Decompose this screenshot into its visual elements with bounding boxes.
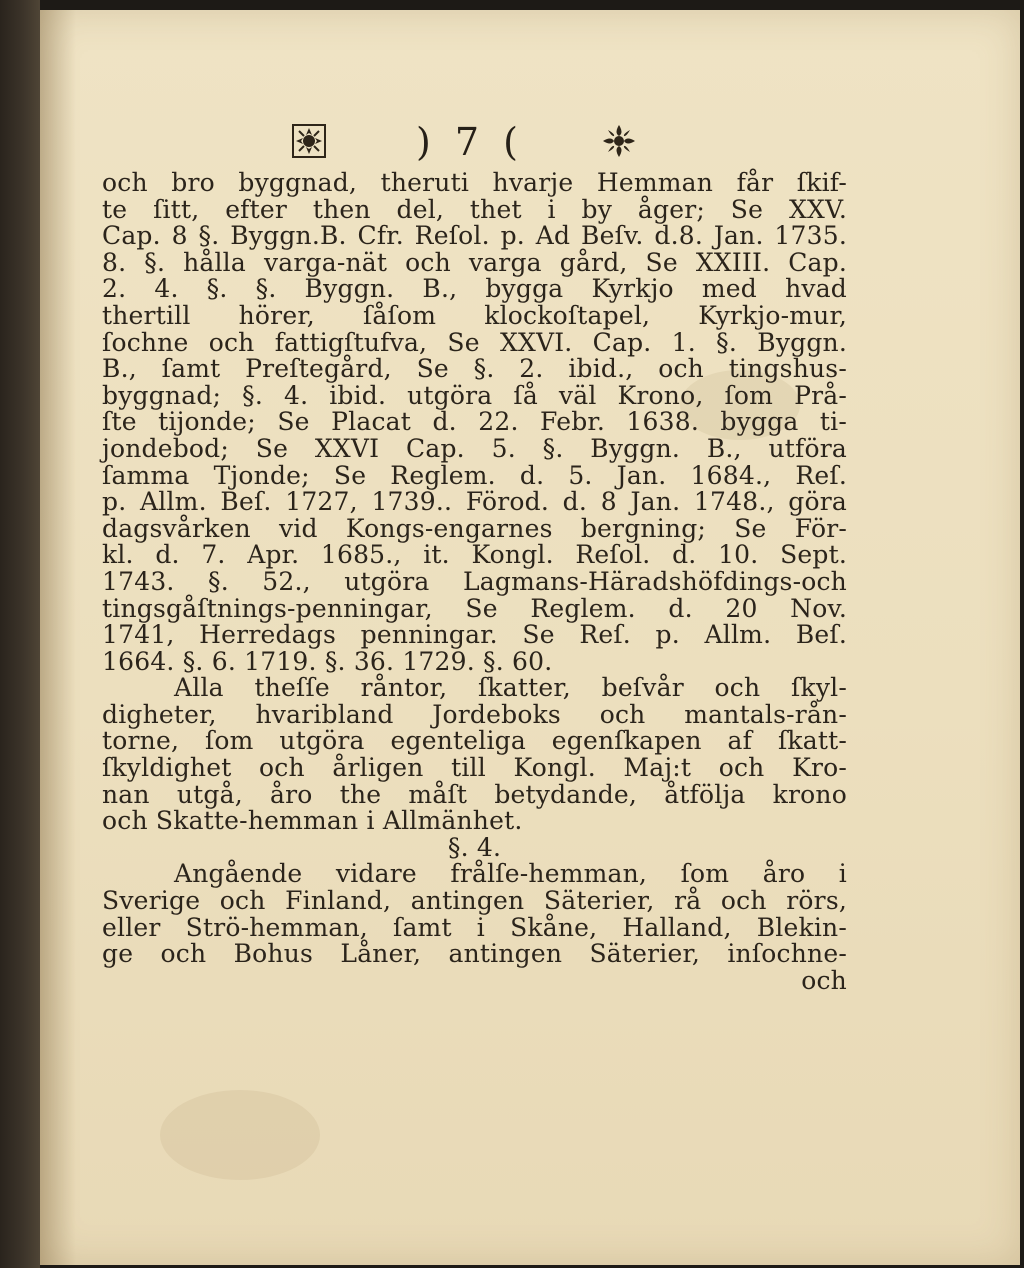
text-line: ſkyldighet och årligen till Kongl. Maj:t och Kro- — [102, 753, 847, 783]
text-line: 8. §. hålla varga-nät och varga gård, Se XXIII. Cap. — [102, 247, 847, 277]
text-line: Sverige och Finland, antingen Säterier, rå och rörs, — [102, 886, 847, 916]
text-line: och bro byggnad, theruti hvarje Hemman får ſkif- — [102, 168, 847, 197]
paragraph-start-line: Angående vidare frålſe-hemman, ſom åro i — [174, 859, 847, 889]
text-line: jondebod; Se XXVI Cap. 5. §. Byggn. B., utföra — [102, 433, 847, 463]
text-line: och Skatte-hemman i Allmänhet. — [102, 806, 523, 836]
flower-ornament-icon — [290, 122, 328, 160]
text-line: B., ſamt Preſtegård, Se §. 2. ibid., och tingshus- — [102, 354, 847, 384]
text-line: 1743. §. 52., utgöra Lagmans-Häradshöfdings-och — [102, 566, 847, 596]
page-number: ) 7 ( — [416, 120, 524, 164]
text-line: ge och Bohus Låner, antingen Säterier, inſochne- — [102, 939, 847, 969]
text-line: te ſitt, efter then del, thet i by åger; Se XXV. — [102, 194, 847, 224]
book-binding-edge — [0, 0, 40, 1268]
book-page — [40, 10, 1020, 1265]
text-line: 1741, Herredags penningar. Se Reſ. p. Allm. Beſ. — [102, 620, 847, 650]
section-heading: §. 4. — [447, 832, 502, 862]
text-line: eller Strö-hemman, ſamt i Skåne, Halland, Blekin- — [102, 912, 847, 942]
text-line: digheter, hvaribland Jordeboks och mantals-rån- — [102, 699, 847, 729]
catchword: och — [801, 965, 847, 995]
text-line: kl. d. 7. Apr. 1685., it. Kongl. Reſol. d. 10. Sept. — [102, 540, 847, 570]
paper-stain — [160, 1090, 320, 1180]
flower-ornament-icon — [600, 122, 638, 160]
body-text — [102, 170, 847, 994]
text-line: nan utgå, åro the måſt betydande, åtfölja krono — [102, 779, 847, 809]
text-line: ſochne och fattigſtufva, Se XXVI. Cap. 1. §. Byggn. — [102, 327, 847, 357]
text-line: ſamma Tjonde; Se Reglem. d. 5. Jan. 1684., Reſ. — [102, 460, 847, 490]
paragraph-start-line: Alla theſſe råntor, ſkatter, beſvår och ſkyl- — [174, 673, 847, 703]
text-line: ſte tijonde; Se Placat d. 22. Febr. 1638. bygga ti- — [102, 407, 847, 437]
text-line: 2. 4. §. §. Byggn. B., bygga Kyrkjo med hvad — [102, 274, 847, 304]
text-line: dagsvårken vid Kongs-engarnes bergning; Se För- — [102, 513, 847, 543]
text-line: tingsgåſtnings-penningar, Se Reglem. d. 20 Nov. — [102, 593, 847, 623]
text-line: torne, ſom utgöra egenteliga egenſkapen af ſkatt- — [102, 726, 847, 756]
text-line: byggnad; §. 4. ibid. utgöra ſå väl Krono, ſom Prå- — [102, 380, 847, 410]
text-line: p. Allm. Beſ. 1727, 1739.. Förod. d. 8 Jan. 1748., göra — [102, 487, 847, 517]
text-line: thertill hörer, ſåſom klockoſtapel, Kyrkjo-mur, — [102, 300, 847, 330]
text-line: 1664. §. 6. 1719. §. 36. 1729. §. 60. — [102, 646, 553, 676]
text-line: Cap. 8 §. Byggn.B. Cfr. Reſol. p. Ad Beſv. d.8. Jan. 1735. — [102, 221, 847, 251]
page-header — [290, 118, 650, 166]
page-gutter-shadow — [40, 10, 76, 1265]
